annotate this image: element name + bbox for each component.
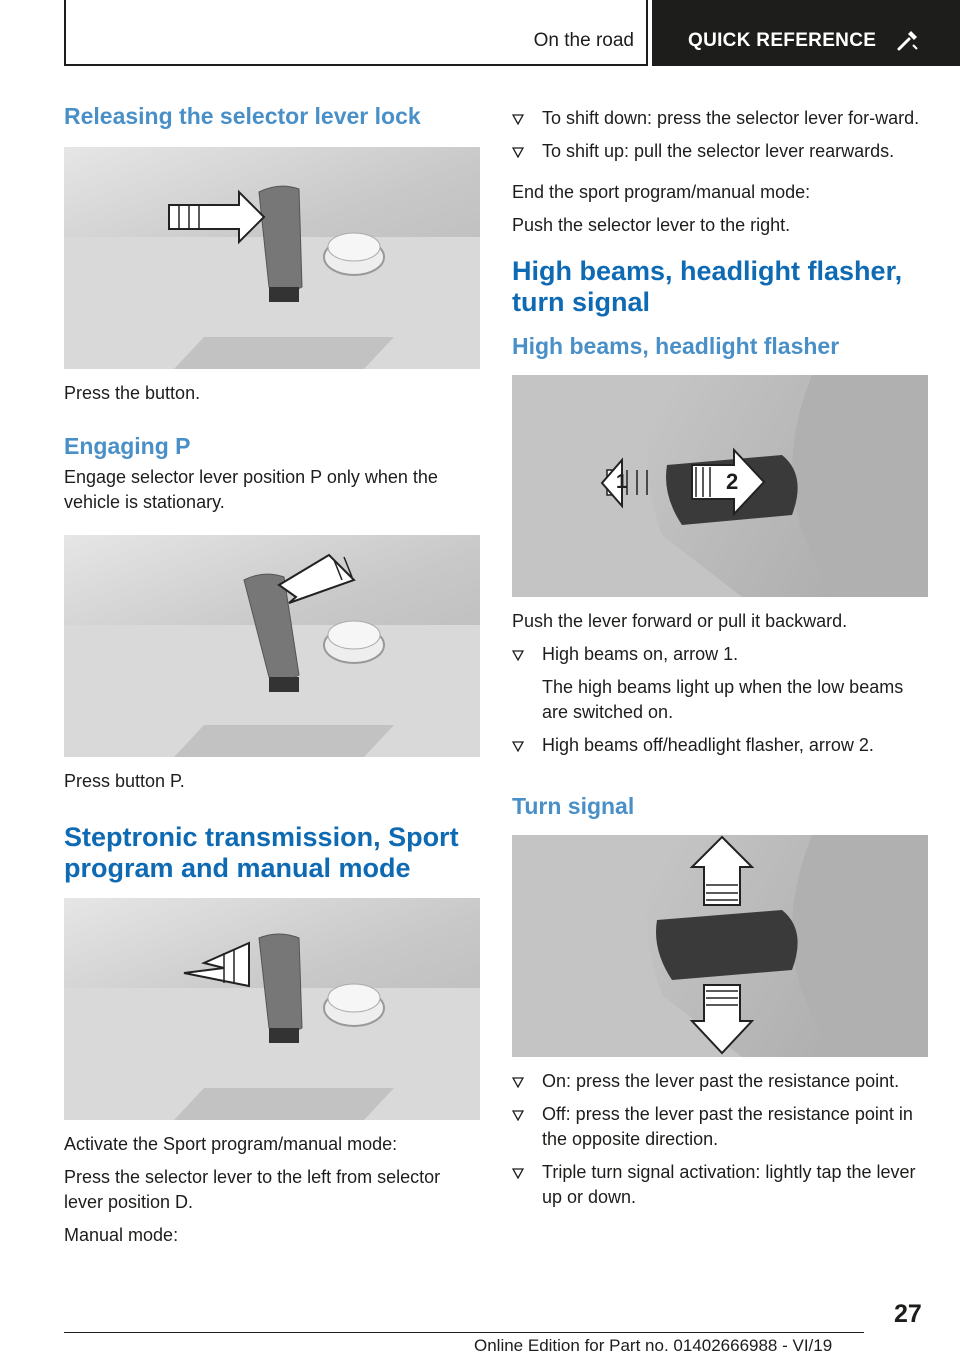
- list-item: To shift up: pull the selector lever rearwards.: [512, 139, 928, 164]
- triangle-bullet-icon: [512, 147, 524, 158]
- triangle-bullet-icon: [512, 1168, 524, 1179]
- footer-divider: [64, 1332, 864, 1333]
- high-beams-figure: [512, 375, 928, 597]
- turn-signal-figure: [512, 835, 928, 1057]
- section-title: On the road: [533, 30, 634, 51]
- edition-footer: Online Edition for Part no. 01402666988 - VI/19: [474, 1336, 833, 1355]
- list-item: On: press the lever past the resistance point.: [512, 1069, 928, 1094]
- quick-reference-label: QUICK REFERENCE: [688, 30, 877, 51]
- page-number: 27: [894, 1300, 922, 1328]
- list-item: Triple turn signal activation: lightly tap the lever up or down.: [512, 1160, 928, 1210]
- quick-reference-tab[interactable]: [652, 0, 960, 66]
- high-beams-subheading: High beams, headlight flasher: [512, 333, 840, 359]
- list-item: To shift down: press the selector lever for-ward.: [512, 106, 928, 131]
- releasing-lock-heading: Releasing the selector lever lock: [64, 103, 421, 129]
- triangle-bullet-icon: [512, 650, 524, 661]
- triangle-bullet-icon: [512, 114, 524, 125]
- steptronic-heading: Steptronic transmission, Sport program and manual mode: [64, 822, 459, 883]
- high-beams-heading: High beams, headlight flasher, turn signal: [512, 256, 903, 317]
- triangle-bullet-icon: [512, 1110, 524, 1121]
- left-column: [64, 96, 480, 1248]
- beam-note-text: The high beams light up when the low beams are switched on.: [542, 677, 904, 722]
- triangle-bullet-icon: [512, 1077, 524, 1088]
- turn-signal-list: [512, 1069, 928, 1210]
- activate-sport-text: Activate the Sport program/manual mode:: [64, 1134, 398, 1154]
- end-sport-text: End the sport program/manual mode:: [512, 182, 811, 202]
- press-left-text: Press the selector lever to the left from selector lever position D.: [64, 1167, 441, 1212]
- list-item: High beams on, arrow 1.: [512, 642, 928, 667]
- wrench-screwdriver-icon: [896, 28, 920, 52]
- beam-list-2: [512, 733, 928, 758]
- turn-signal-heading: Turn signal: [512, 793, 635, 819]
- manual-mode-text: Manual mode:: [64, 1225, 179, 1245]
- steptronic-figure: [64, 898, 480, 1120]
- push-lever-text: Push the lever forward or pull it backward.: [512, 611, 848, 631]
- press-button-p-text: Press button P.: [64, 771, 185, 791]
- list-item: High beams off/headlight flasher, arrow 2.: [512, 733, 928, 758]
- arrow-label-1: 1: [616, 471, 628, 493]
- engaging-p-text: Engage selector lever position P only when the vehicle is stationary.: [64, 467, 438, 512]
- triangle-bullet-icon: [512, 741, 524, 752]
- list-item: Off: press the lever past the resistance point in the opposite direction.: [512, 1102, 928, 1152]
- shift-list: [512, 106, 928, 164]
- header-section-box: [64, 0, 648, 66]
- beam-list: [512, 642, 928, 667]
- engaging-p-figure: [64, 535, 480, 757]
- push-right-text: Push the selector lever to the right.: [512, 215, 791, 235]
- right-column: [512, 96, 928, 1210]
- selector-lever-release-figure: [64, 147, 480, 369]
- engaging-p-heading: Engaging P: [64, 433, 191, 459]
- press-button-text: Press the button.: [64, 383, 201, 403]
- arrow-label-2: 2: [726, 469, 739, 494]
